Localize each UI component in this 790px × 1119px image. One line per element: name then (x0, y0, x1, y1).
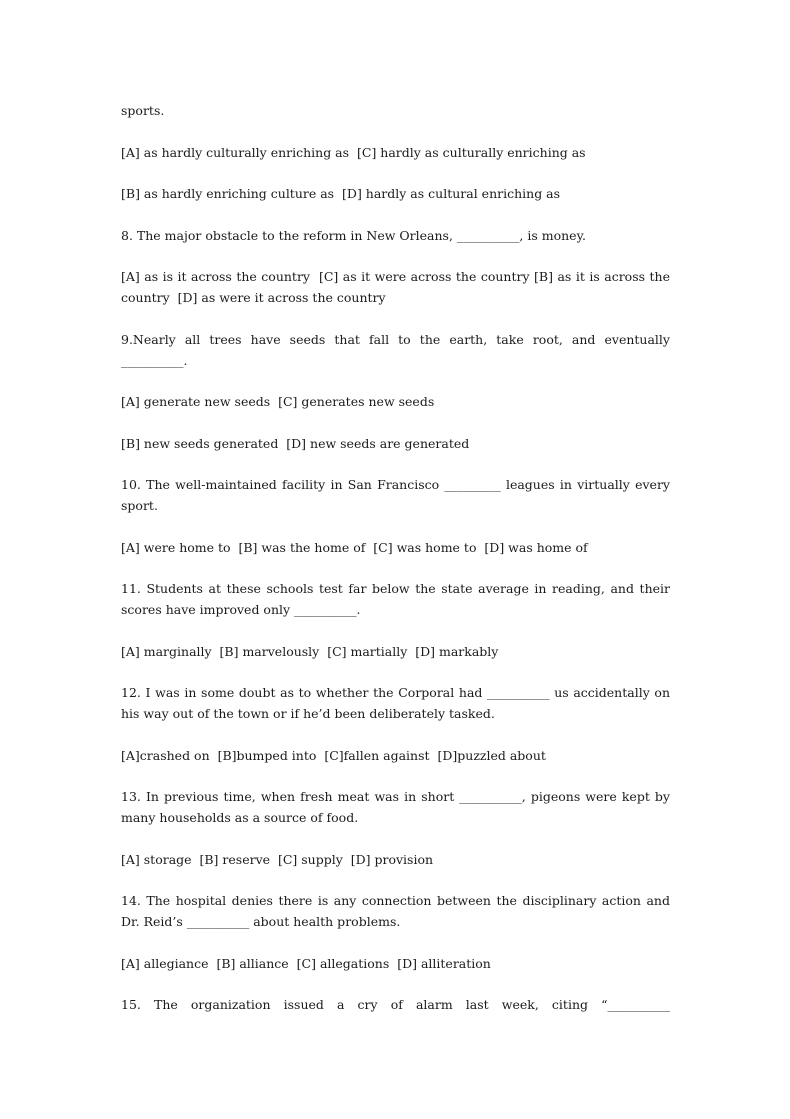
question-8: 8. The major obstacle to the reform in New Orleans, __________, is money. (121, 227, 586, 243)
document-page (121, 100, 674, 1015)
option-line: [A] as is it across the country [C] as it were across the country [B] as it is across the country [D] as were it across the country (121, 269, 674, 305)
option-line: [A] marginally [B] marvelously [C] martially [D] markably (121, 643, 499, 659)
question-10: 10. The well-maintained facility in San Francisco _________ leagues in virtually every sport. (121, 477, 674, 513)
question-11: 11. Students at these schools test far below the state average in reading, and their scores have improved only __________. (121, 581, 674, 617)
option-line: [A] storage [B] reserve [C] supply [D] provision (121, 851, 434, 867)
question-13: 13. In previous time, when fresh meat was in short __________, pigeons were kept by many households as a source of food. (121, 789, 674, 825)
option-line: [B] as hardly enriching culture as [D] hardly as cultural enriching as (121, 186, 561, 201)
question-9: 9.Nearly all trees have seeds that fall to the earth, take root, and eventually __________. (121, 331, 674, 368)
option-line: [A] allegiance [B] alliance [C] allegations [D] alliteration (121, 955, 491, 971)
option-line: [B] new seeds generated [D] new seeds are generated (121, 435, 470, 451)
question-15: 15. The organization issued a cry of alarm last week, citing “__________ (121, 997, 670, 1012)
option-line: [A]crashed on [B]bumped into [C]fallen against [D]puzzled about (121, 747, 546, 763)
question-12: 12. I was in some doubt as to whether the Corporal had __________ us accidentally on his way out of the town or if he’d been deliberately tasked. (121, 685, 674, 721)
text-line: sports. (121, 103, 165, 118)
option-line: [A] generate new seeds [C] generates new seeds (121, 394, 435, 409)
question-14: 14. The hospital denies there is any connection between the disciplinary action and Dr. Reid’s __________ about health problems. (121, 893, 674, 929)
option-line: [A] as hardly culturally enriching as [C] hardly as culturally enriching as (121, 144, 586, 160)
option-line: [A] were home to [B] was the home of [C] was home to [D] was home of (121, 539, 588, 555)
